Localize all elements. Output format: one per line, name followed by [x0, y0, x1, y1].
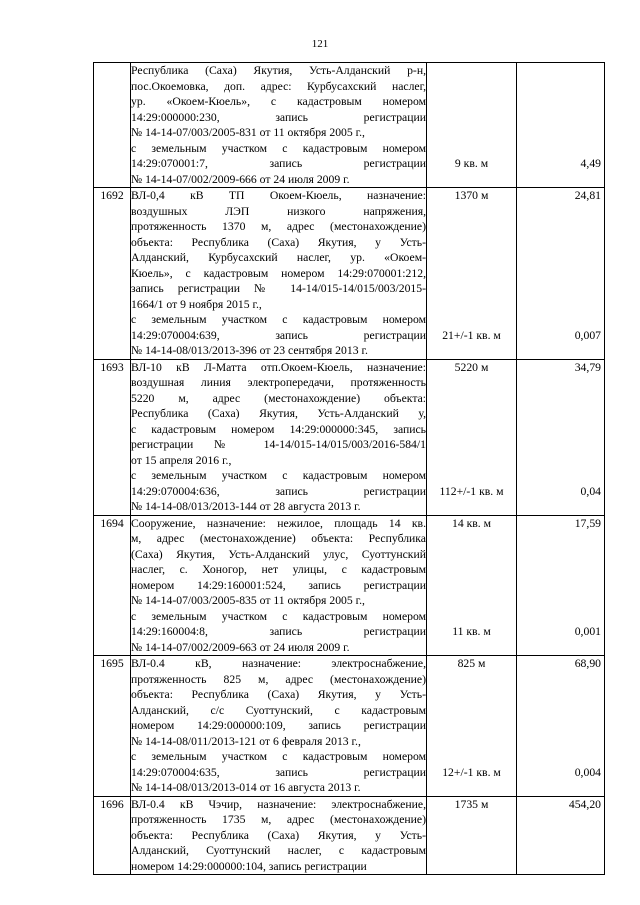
description-line: протяженность 1370 м, адрес (местонахождение) [131, 220, 426, 233]
description-line: пос.Окоемовка, доп. адрес: Курбусахский наслег, [131, 79, 426, 93]
value-cell [517, 656, 605, 797]
description-line: ВЛ-0.4 кВ, назначение: электроснабжение, [131, 657, 426, 670]
land-area: 11 кв. м [452, 625, 491, 638]
description-line: объекта: Республика (Саха) Якутия, у Усть- [131, 828, 426, 842]
description-line: протяженность 1735 м, адрес (местонахождение) [131, 813, 426, 826]
description-line: 14:29:070001:7, запись регистрации [131, 157, 426, 170]
object-description [131, 188, 427, 360]
description-line: с земельным участком с кадастровым номером [131, 609, 426, 623]
table-row [94, 796, 605, 875]
row-number [94, 63, 131, 188]
row-number: 1694 [94, 515, 131, 656]
description-line: с земельным участком с кадастровым номером [131, 469, 426, 482]
description-line: № 14-14-08/013/2013-144 от 28 августа 2013 г. [131, 500, 361, 513]
description-line: № 14-14-08/011/2013-121 от 6 февраля 2013 г., [131, 734, 361, 748]
description-line: 14:29:070004:639, запись регистрации [131, 328, 426, 342]
row-number: 1692 [94, 188, 131, 360]
description-line: наслег, с. Хоногор, нет улицы, с кадастровым [131, 563, 426, 576]
table-row [94, 359, 605, 515]
description-line: номером 14:29:000000:109, запись регистрации [131, 719, 426, 732]
description-line: 14:29:070004:636, запись регистрации [131, 484, 426, 498]
object-value: 24,81 [574, 189, 601, 202]
description-line: ВЛ-10 кВ Л-Матта отп.Окоем-Кюель, назначение: [131, 360, 426, 374]
object-area: 1370 м [454, 189, 489, 202]
description-line: № 14-14-08/013/2013-396 от 23 сентября 2013 г. [131, 344, 368, 357]
description-line: ур. «Окоем-Кюель», с кадастровым номером [131, 95, 426, 108]
description-line: запись регистрации № 14-14/015-14/015/003/2015- [131, 282, 426, 295]
land-value: 0,001 [574, 625, 601, 638]
table-row [94, 188, 605, 360]
table-row [94, 656, 605, 797]
description-line: объекта: Республика (Саха) Якутия, у Усть- [131, 688, 426, 701]
description-line: 1664/1 от 9 ноября 2015 г., [131, 297, 262, 311]
land-area: 9 кв. м [454, 157, 489, 170]
area-cell [427, 63, 517, 188]
description-line: (Саха) Якутия, Усть-Алданский улус, Суоттунский [131, 547, 426, 561]
description-line: номером 14:29:000000:104, запись регистрации [131, 859, 367, 873]
row-number: 1693 [94, 359, 131, 515]
description-line: номером 14:29:160001:524, запись регистрации [131, 578, 426, 592]
description-line: 14:29:160004:8, запись регистрации [131, 625, 426, 638]
object-description [131, 796, 427, 875]
area-cell [427, 656, 517, 797]
description-line: с земельным участком с кадастровым номером [131, 141, 426, 155]
description-line: протяженность 825 м, адрес (местонахождение) [131, 672, 426, 686]
description-line: Республика (Саха) Якутия, Усть-Алданский р-н, [131, 64, 426, 77]
registry-table [93, 62, 605, 875]
object-area: 1735 м [454, 797, 489, 811]
object-area: 14 кв. м [451, 516, 492, 530]
value-cell [517, 796, 605, 875]
object-area: 825 м [457, 657, 486, 670]
table-row [94, 515, 605, 656]
description-line: № 14-14-07/003/2005-831 от 11 октября 2005 г., [131, 126, 365, 139]
description-line: ВЛ-0,4 кВ ТП Окоем-Кюель, назначение: [131, 189, 426, 202]
object-value: 68,90 [574, 657, 601, 670]
land-area: 21+/-1 кв. м [442, 328, 501, 342]
object-description [131, 515, 427, 656]
area-cell [427, 359, 517, 515]
description-line: от 15 апреля 2016 г., [131, 453, 232, 467]
object-description [131, 656, 427, 797]
description-line: регистрации № 14-14/015-14/015/003/2016-584/1 [131, 438, 426, 451]
description-line: с земельным участком с кадастровым номером [131, 313, 426, 326]
area-cell [427, 188, 517, 360]
value-cell [517, 359, 605, 515]
land-area: 112+/-1 кв. м [439, 484, 504, 498]
value-cell [517, 188, 605, 360]
object-value: 454,20 [568, 797, 601, 811]
description-line: № 14-14-07/003/2005-835 от 11 октября 2005 г., [131, 594, 365, 607]
description-line: воздушная линия электропередачи, протяженность [131, 376, 426, 389]
description-line: объекта: Республика (Саха) Якутия, у Усть- [131, 235, 426, 249]
description-line: Кюель», с кадастровым номером 14:29:070001:212, [131, 266, 426, 280]
description-line: воздушных ЛЭП низкого напряжения, [131, 204, 426, 218]
land-area: 12+/-1 кв. м [442, 765, 501, 779]
description-line: Алданский, Суоттунский наслег, с кадастровым [131, 844, 426, 857]
object-value: 17,59 [574, 516, 601, 530]
description-line: Алданский, Курбусахский наслег, ур. «Окоем- [131, 251, 426, 264]
object-area: 5220 м [454, 360, 489, 374]
object-value: 34,79 [574, 360, 601, 374]
area-cell [427, 796, 517, 875]
land-value: 0,004 [574, 765, 601, 779]
description-line: № 14-14-07/002/2009-663 от 24 июля 2009 г. [131, 640, 350, 654]
description-line: ВЛ-0.4 кВ Чэчир, назначение: электроснабжение, [131, 797, 426, 811]
description-line: с земельным участком с кадастровым номером [131, 750, 426, 763]
area-cell [427, 515, 517, 656]
description-line: 14:29:070004:635, запись регистрации [131, 765, 426, 779]
row-number: 1695 [94, 656, 131, 797]
description-line: № 14-14-08/013/2013-014 от 16 августа 2013 г. [131, 781, 361, 794]
description-line: 14:29:000000:230, запись регистрации [131, 110, 426, 124]
value-cell [517, 63, 605, 188]
object-description [131, 359, 427, 515]
description-line: Сооружение, назначение: нежилое, площадь 14 кв. [131, 516, 426, 530]
description-line: 5220 м, адрес (местонахождение) объекта: [131, 391, 426, 405]
description-line: с кадастровым номером 14:29:000000:345, запись [131, 422, 426, 436]
land-value: 0,007 [574, 328, 601, 342]
page-number: 121 [311, 38, 329, 50]
description-line: № 14-14-07/002/2009-666 от 24 июля 2009 г. [131, 172, 350, 186]
table-row [94, 63, 605, 188]
object-description [131, 63, 427, 188]
land-value: 0,04 [580, 484, 601, 498]
description-line: Алданский, с/с Суоттунский, с кадастровым [131, 703, 426, 717]
description-line: Республика (Саха) Якутия, Усть-Алданский у, [131, 407, 426, 420]
description-line: м, адрес (местонахождение) объекта: Республика [131, 532, 426, 545]
row-number: 1696 [94, 796, 131, 875]
land-value: 4,49 [580, 157, 601, 170]
value-cell [517, 515, 605, 656]
